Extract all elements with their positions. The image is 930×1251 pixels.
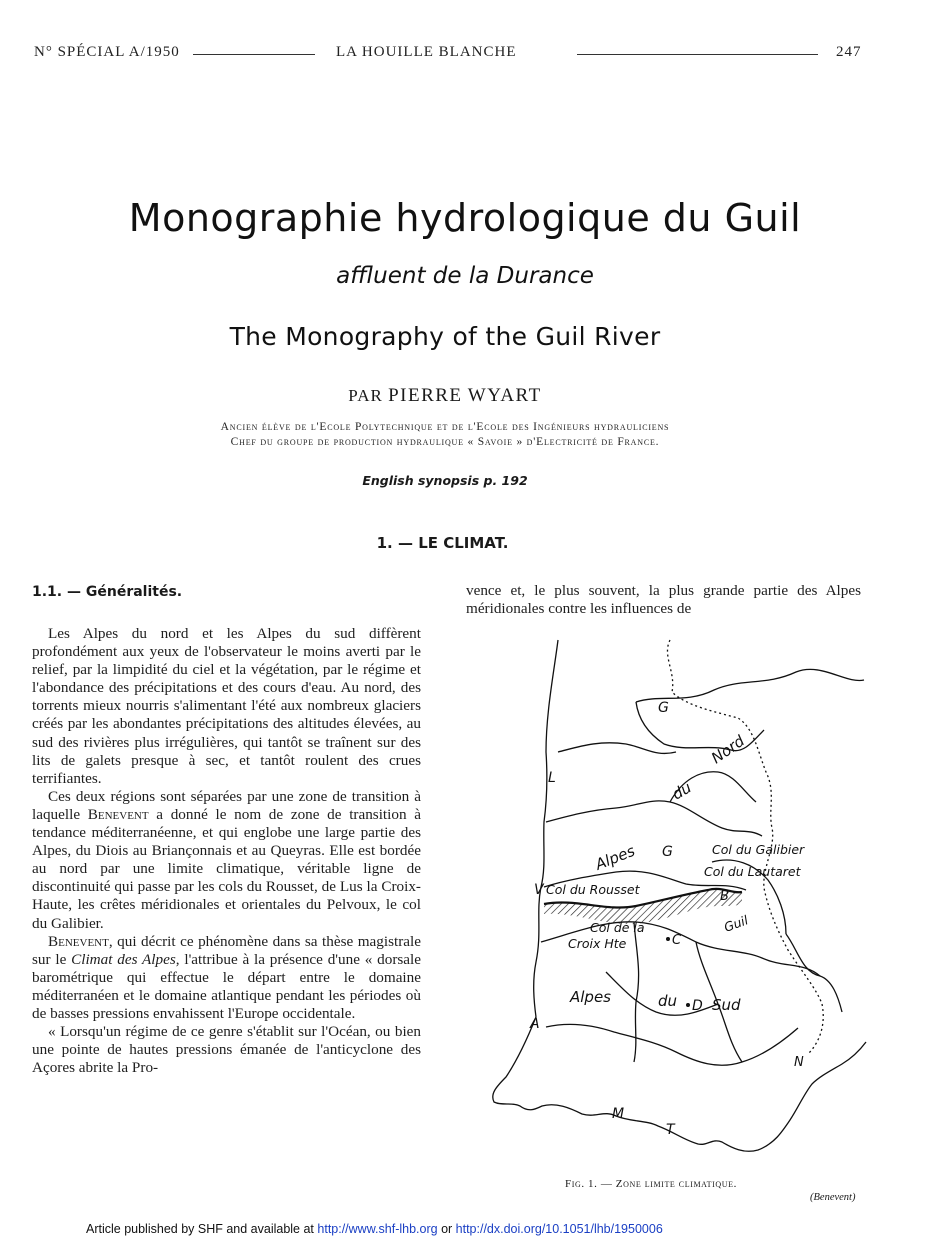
map-label-t: T — [666, 1122, 675, 1138]
map-label-guil: Guil — [721, 912, 751, 935]
footer-prefix: Article published by SHF and available at — [86, 1222, 318, 1236]
right-column-text — [466, 582, 861, 618]
author-affiliation-1: Ancien élève de l'Ecole Polytechnique et de l'Ecole des Ingénieurs hydrauliciens — [220, 421, 670, 433]
header-rule-left — [193, 54, 315, 55]
article-subtitle: affluent de la Durance — [336, 263, 594, 289]
map-label-c: C — [672, 933, 682, 948]
paragraph-4: « Lorsqu'un régime de ce genre s'établit sur l'Océan, ou bien une pointe de hautes pressions émanée de l'anticyclone des Açores abrite la Pro- — [32, 1023, 421, 1077]
author-cited-benevent: Benevent — [87, 805, 149, 823]
paragraph-2 — [32, 788, 421, 933]
author-last-name: WYART — [467, 385, 542, 406]
map-label-a: A — [530, 1016, 540, 1032]
page-number: 247 — [836, 44, 862, 60]
section-heading: 1. — LE CLIMAT. — [376, 534, 509, 552]
map-label-du-sud: du — [658, 992, 678, 1010]
left-column — [32, 625, 421, 1077]
map-label-col-rousset: Col du Rousset — [546, 882, 640, 897]
cited-book-title: Climat des Alpes — [71, 950, 176, 968]
figure-credit: (Benevent) — [810, 1192, 856, 1203]
map-label-col-galibier: Col du Galibier — [712, 842, 805, 857]
map-label-col-lautaret: Col du Lautaret — [704, 864, 801, 879]
paragraph-1: Les Alpes du nord et les Alpes du sud diffèrent profondément aux yeux de l'observateur le moins averti par le relief, par la limpidité du ciel et la végétation, par le régime et l'abondance des précipitations et des cours d'eau. Au nord, des torrents mieux nourris s'alimentant l'été aux nombreux glaciers créés par les abondantes précipitations des altitudes élevées, au sud des rivières plus irrégulières, qui tantôt se traînent sur des lits de galets presque à sec, et tantôt roulent des crues terrifiantes. — [32, 625, 421, 787]
subsection-heading: 1.1. — Généralités. — [32, 584, 183, 600]
map-label-sud: Sud — [712, 996, 741, 1014]
climate-zone-map — [486, 632, 876, 1172]
paragraph-2-text-b: a donné le nom de zone de transition à tendance méditerranéenne, et qui englobe une large partie des Alpes, du Diois au Briançonnais et au Queyras. Elle est bordée au nord par une limite climatique, véritable ligne de discontinuité qui passe par les cols du Rousset, de Lus la Croix-Haute, les crêtes méridionales et orientales du Pelvoux, le col du Galibier. — [32, 805, 421, 932]
author-affiliation-2: Chef du groupe de production hydraulique « Savoie » d'Electricité de France. — [230, 436, 660, 448]
map-label-n: N — [794, 1055, 804, 1070]
paragraph-3-text-a: , qui décrit ce phénomène dans sa thèse magistrale sur le — [32, 932, 421, 968]
header-rule-right — [577, 54, 818, 55]
map-label-du-nord: du — [669, 778, 695, 804]
map-label-nord: Nord — [707, 731, 748, 768]
figure-caption: Fig. 1. — Zone limite climatique. — [565, 1178, 738, 1190]
paragraph-3 — [32, 933, 421, 1023]
byline — [0, 385, 890, 407]
map-label-d: D — [692, 998, 703, 1014]
paragraph-2-text-a: Ces deux régions sont séparées par une zone de transition à laquelle — [32, 787, 421, 823]
map-label-col-croix-1: Col de la — [590, 920, 645, 935]
journal-name: LA HOUILLE BLANCHE — [336, 44, 517, 60]
issue-number: N° SPÉCIAL A/1950 — [34, 44, 180, 60]
right-column-paragraph: vence et, le plus souvent, la plus grande partie des Alpes méridionales contre les influences de — [466, 582, 861, 618]
map-label-b: B — [720, 889, 729, 904]
map-label-g-mid: G — [662, 844, 673, 860]
map-label-v: V — [534, 882, 544, 898]
map-label-alpes-nord: Alpes — [592, 841, 638, 874]
article-english-title: The Monography of the Guil River — [229, 322, 661, 351]
town-dot-d — [686, 1003, 690, 1007]
footer-link-shf[interactable]: http://www.shf-lhb.org — [317, 1222, 438, 1236]
paragraph-3-text-b: , l'attribue à la présence d'une « dorsale barométrique qui effectue le départ entre le domaine méditerranéen et le domaine atlantique pendant les périodes où de basses pressions envahissent l'Europe occidentale. — [32, 950, 421, 1022]
map-label-m: M — [612, 1106, 625, 1122]
footer-middle: or — [437, 1222, 456, 1236]
town-dot-c — [666, 937, 670, 941]
map-label-l: L — [548, 770, 556, 786]
author-cited-benevent-2: Benevent — [48, 932, 109, 950]
map-label-alpes-sud: Alpes — [570, 988, 611, 1006]
english-synopsis-note: English synopsis p. 192 — [362, 473, 528, 488]
author-first-name: PIERRE — [388, 385, 463, 406]
byline-par: PAR — [348, 386, 383, 405]
map-label-col-croix-2: Croix Hte — [568, 936, 627, 951]
map-label-g-top: G — [658, 700, 669, 716]
footer-link-doi[interactable]: http://dx.doi.org/10.1051/lhb/1950006 — [455, 1222, 663, 1236]
footer-availability — [86, 1222, 663, 1236]
article-title: Monographie hydrologique du Guil — [128, 196, 802, 240]
